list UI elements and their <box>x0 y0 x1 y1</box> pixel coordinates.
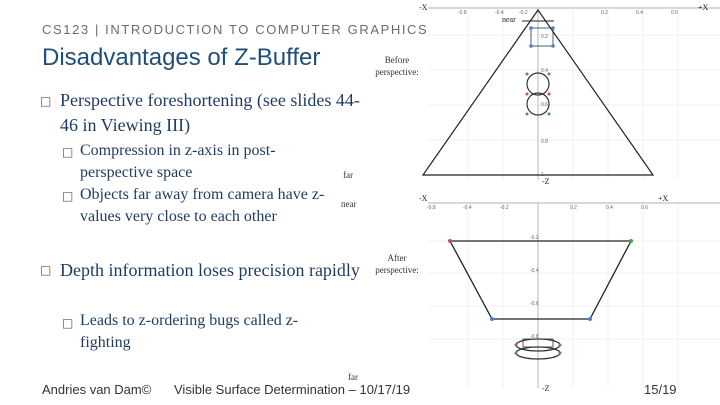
slide-title: Disadvantages of Z-Buffer <box>42 44 321 71</box>
grid-lines <box>428 10 720 180</box>
data-point <box>588 317 592 321</box>
tick-label: -0.6 <box>530 301 539 307</box>
bullet-marker: □ <box>40 263 52 277</box>
near-label: near <box>341 199 357 209</box>
data-point <box>529 26 533 30</box>
near-label: near <box>502 15 516 24</box>
tick-label: 0.6 <box>641 205 648 211</box>
neg-z-label: -Z <box>542 384 550 393</box>
tick-label: 0.2 <box>570 205 577 211</box>
tick-label: 1 <box>541 172 544 178</box>
neg-x-label: -X <box>419 3 428 12</box>
tick-label: -0.8 <box>458 10 467 16</box>
data-point <box>490 317 494 321</box>
bullet-marker: □ <box>62 316 74 330</box>
pos-x-label: +X <box>658 194 669 203</box>
transformed-frustum <box>450 241 631 319</box>
tick-label: 0.4 <box>606 205 613 211</box>
footer-author: Andries van Dam© <box>42 382 152 397</box>
pos-x-label: +X <box>698 3 709 12</box>
tick-label: 0.8 <box>541 139 548 145</box>
before-perspective-label: Before perspective: <box>375 55 419 77</box>
footer-title: Visible Surface Determination – 10/17/19 <box>174 382 411 397</box>
data-point <box>548 93 551 96</box>
data-point <box>548 113 551 116</box>
data-point <box>551 26 555 30</box>
data-point <box>526 73 529 76</box>
grid-lines <box>428 203 720 388</box>
data-point <box>448 239 452 243</box>
tick-label: -0.8 <box>530 334 539 340</box>
sub-bullet-compression: Compression in z-axis in post-perspective space <box>80 142 276 181</box>
tick-label: -0.2 <box>530 235 539 241</box>
data-point <box>559 352 562 355</box>
data-point <box>529 44 533 48</box>
tick-label: 0.4 <box>541 68 548 74</box>
page-number: 15/19 <box>644 382 677 397</box>
data-point <box>629 239 633 243</box>
tick-label: -0.2 <box>500 205 509 211</box>
data-point <box>551 44 555 48</box>
tick-label: -0.8 <box>427 205 436 211</box>
data-point <box>526 93 529 96</box>
tick-label: -0.4 <box>495 10 504 16</box>
tick-label: -0.4 <box>530 268 539 274</box>
bullet-marker: □ <box>40 94 52 108</box>
neg-z-label: -Z <box>542 177 550 186</box>
course-header: CS123 | INTRODUCTION TO COMPUTER GRAPHICS <box>42 22 429 37</box>
tick-label: 0.6 <box>671 10 678 16</box>
after-perspective-figure <box>419 193 720 393</box>
bullet-marker: □ <box>62 145 74 159</box>
tick-label: 0.6 <box>541 102 548 108</box>
tick-label: -0.2 <box>519 10 528 16</box>
tick-label: -0.4 <box>463 205 472 211</box>
far-label: far <box>343 170 353 180</box>
after-perspective-label: After perspective: <box>375 253 419 275</box>
bullet-perspective-foreshortening: Perspective foreshortening (see slides 44-46 in Viewing III) <box>60 90 360 135</box>
tick-label: 0.2 <box>601 10 608 16</box>
sub-bullet-far-objects: Objects far away from camera have z-values very close to each other <box>80 186 325 225</box>
bullet-marker: □ <box>62 189 74 203</box>
data-point <box>559 344 562 347</box>
bullet-depth-precision: Depth information loses precision rapidly <box>60 260 360 280</box>
sub-bullet-z-fighting: Leads to z-ordering bugs called z-fighting <box>80 312 299 351</box>
data-point <box>515 352 518 355</box>
tick-label: 0.4 <box>636 10 643 16</box>
neg-x-label: -X <box>419 194 428 203</box>
far-label: far <box>348 372 358 382</box>
data-point <box>526 113 529 116</box>
before-perspective-figure <box>419 0 720 186</box>
tick-label: 0.2 <box>541 34 548 40</box>
data-point <box>515 344 518 347</box>
